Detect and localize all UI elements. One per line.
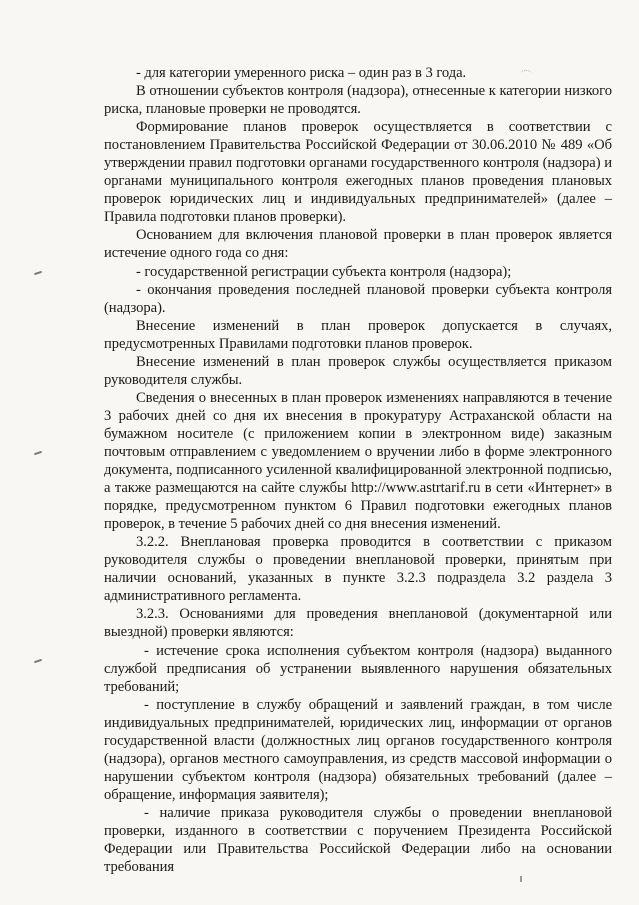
paragraph: - государственной регистрации субъекта контроля (надзора); bbox=[136, 263, 512, 280]
paragraph: - поступление в службу обращений и заявлений граждан, в том числе индивидуальных предпринимателей, юридических лиц, информации от органов государственной власти (должностных лиц органов государственного контроля (надзора), органов местного самоуправления, из средств массовой информации о нарушении субъектом контроля (надзора) обязательных требований (далее – обращение, информация заявителя); bbox=[104, 696, 612, 803]
paragraph: - для категории умеренного риска – один раз в 3 года. bbox=[136, 65, 467, 81]
scan-mark bbox=[520, 876, 522, 882]
paragraph: - истечение срока исполнения субъектом контроля (надзора) выданного службой предписания об устранении выявленного нарушения обязательных требований; bbox=[104, 642, 612, 695]
paragraph: - наличие приказа руководителя службы о проведении внеплановой проверки, изданного в соответствии с поручением Президента Российской Федерации или Правительства Российской Федерации либо на основании требования bbox=[104, 804, 612, 876]
binding-hole-mark bbox=[34, 271, 42, 275]
binding-hole-mark bbox=[34, 659, 42, 663]
document-body bbox=[104, 64, 612, 876]
paragraph: Сведения о внесенных в план проверок изменениях направляются в течение 3 рабочих дней со дня их внесения в прокуратуру Астраханской области на бумажном носителе (с приложением копии в электронном виде) заказным почтовым отправлением с уведомлением о вручении либо в форме электронного документа, подписанного усиленной квалифицированной электронной подписью, а также размещаются на сайте службы http://www.astrtarif.ru в сети «Интернет» в порядке, предусмотренном пунктом 6 Правил подготовки ежегодных планов проверок, в течение 5 рабочих дней со дня внесения изменений. bbox=[104, 389, 612, 533]
paragraph: Внесение изменений в план проверок допускается в случаях, предусмотренных Правилами подготовки планов проверок. bbox=[104, 317, 612, 352]
binding-hole-mark bbox=[34, 451, 42, 455]
paragraph: В отношении субъектов контроля (надзора), отнесенные к категории низкого риска, плановые проверки не проводятся. bbox=[104, 83, 612, 118]
paragraph: Внесение изменений в план проверок службы осуществляется приказом руководителя службы. bbox=[104, 353, 612, 388]
paragraph: Основанием для включения плановой проверки в план проверок является истечение одного года со дня: bbox=[104, 227, 612, 262]
paragraph: 3.2.2. Внеплановая проверка проводится в соответствии с приказом руководителя службы о проведении внеплановой проверки, принятым при наличии оснований, указанных в пункте 3.2.3 подраздела 3.2 раздела 3 административного регламента. bbox=[104, 534, 612, 605]
paragraph: - окончания проведения последней плановой проверки субъекта контроля (надзора). bbox=[104, 281, 612, 316]
paragraph: 3.2.3. Основаниями для проведения внеплановой (документарной или выездной) проверки являются: bbox=[104, 606, 612, 641]
paragraph: Формирование планов проверок осуществляется в соответствии с постановлением Правительства Российской Федерации от 30.06.2010 № 489 «Об утверждении правил подготовки органами государственного контроля (надзора) и органами муниципального контроля ежегодных планов проведения плановых проверок юридических лиц и индивидуальных предпринимателей» (далее – Правила подготовки планов проверки). bbox=[104, 119, 612, 226]
